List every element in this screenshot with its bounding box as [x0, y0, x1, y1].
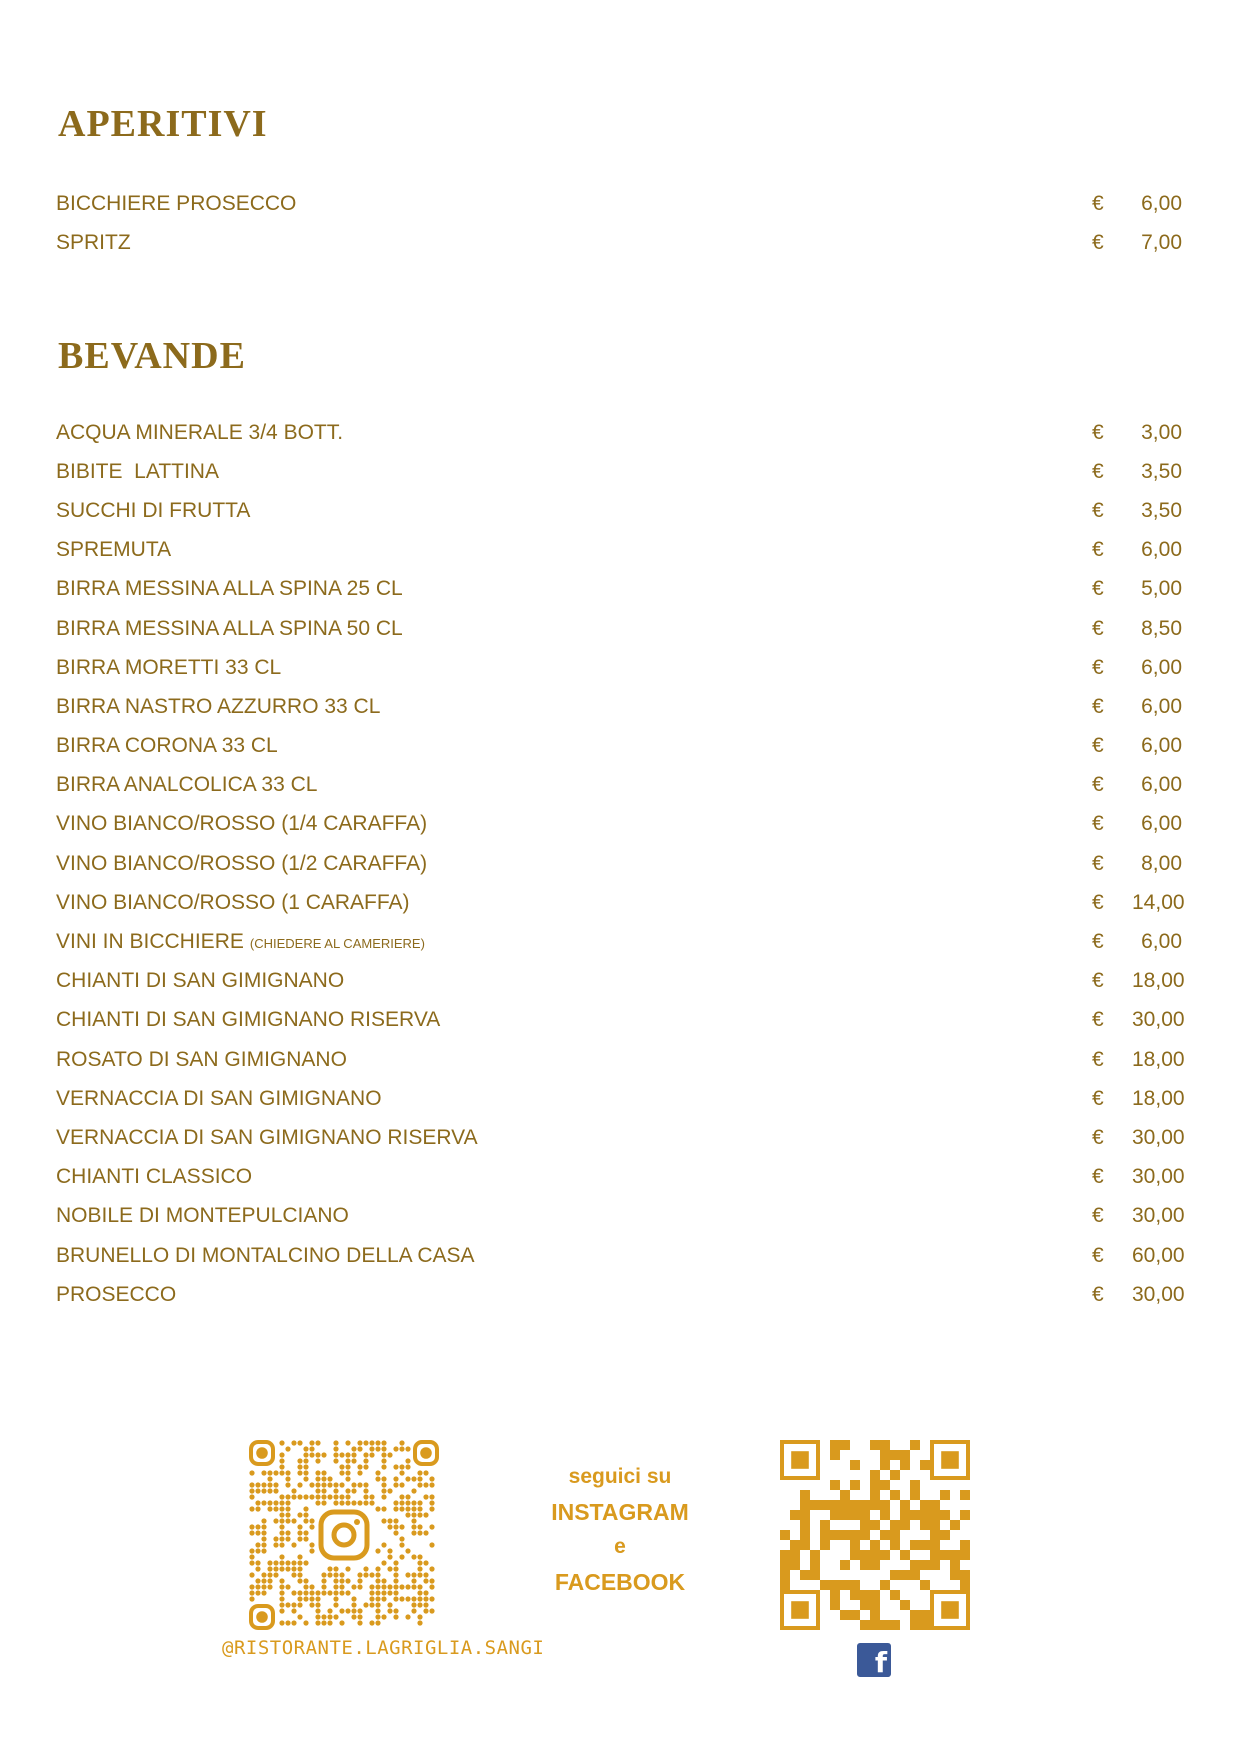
menu-item-price: 30,00 [1132, 1165, 1185, 1189]
menu-item-row [56, 1197, 1185, 1236]
menu-item-name [56, 1008, 1092, 1032]
menu-item-name-text: BIRRA NASTRO AZZURRO 33 CL [56, 694, 381, 718]
menu-item-price: 30,00 [1132, 1008, 1185, 1032]
menu-item-currency: € [1092, 1282, 1104, 1306]
menu-item-name [56, 1204, 1092, 1228]
menu-item-row [56, 962, 1185, 1001]
menu-item-name [56, 1048, 1092, 1072]
menu-item-name [56, 930, 1092, 954]
menu-item-price: 6,00 [1141, 191, 1182, 215]
menu-item-row [56, 1158, 1185, 1197]
section-title-aperitivi: APERITIVI [58, 103, 268, 145]
menu-item-price: 5,00 [1141, 577, 1182, 601]
menu-item-price: 3,00 [1141, 420, 1182, 444]
menu-item-row [56, 1236, 1185, 1275]
menu-item-currency: € [1092, 577, 1104, 601]
menu-item-name-text: SPREMUTA [56, 538, 172, 562]
menu-item-name-text: BIBITE LATTINA [56, 459, 219, 483]
menu-item-currency: € [1092, 1165, 1104, 1189]
menu-item-name-text: BIRRA ANALCOLICA 33 CL [56, 773, 318, 797]
menu-item-name-text: VINO BIANCO/ROSSO (1 CARAFFA) [56, 890, 410, 914]
menu-item-price: 30,00 [1132, 1282, 1185, 1306]
menu-item-currency: € [1092, 734, 1104, 758]
menu-item-row [56, 609, 1182, 648]
menu-item-name-text: BIRRA MORETTI 33 CL [56, 655, 282, 679]
menu-item-row [56, 648, 1182, 687]
instagram-handle: @RISTORANTE.LAGRIGLIA.SANGI [222, 1637, 545, 1659]
facebook-qr-code-icon[interactable] [780, 1440, 970, 1630]
menu-item-name [56, 1244, 1092, 1268]
menu-item-name-text: NOBILE DI MONTEPULCIANO [56, 1204, 349, 1228]
menu-item-price: 6,00 [1141, 930, 1182, 954]
menu-item-name-text: VINO BIANCO/ROSSO (1/4 CARAFFA) [56, 812, 428, 836]
menu-item-row [56, 687, 1182, 726]
menu-item-row [56, 570, 1182, 609]
menu-item-row [56, 1001, 1185, 1040]
menu-item-row [56, 223, 1182, 262]
menu-item-name [56, 656, 1092, 680]
menu-item-name-text: VERNACCIA DI SAN GIMIGNANO [56, 1086, 382, 1110]
menu-item-name-text: VINI IN BICCHIERE [56, 930, 244, 954]
menu-item-name [56, 577, 1092, 601]
menu-item-row [56, 1118, 1185, 1157]
social-footer [0, 1430, 1241, 1690]
menu-item-price: 6,00 [1141, 538, 1182, 562]
menu-item-name [56, 773, 1092, 797]
follow-line-and: e [614, 1535, 626, 1558]
menu-item-name [56, 499, 1092, 523]
menu-item-name [56, 192, 1092, 216]
menu-item-currency: € [1092, 538, 1104, 562]
menu-item-name [56, 969, 1092, 993]
menu-item-row [56, 844, 1182, 883]
menu-item-name [56, 734, 1092, 758]
menu-item-name [56, 1165, 1092, 1189]
menu-item-name-text: SPRITZ [56, 230, 131, 254]
menu-item-name-text: ACQUA MINERALE 3/4 BOTT. [56, 420, 344, 444]
menu-item-price: 18,00 [1132, 969, 1185, 993]
menu-item-name [56, 812, 1092, 836]
menu-item-name [56, 852, 1092, 876]
menu-item-name-text: CHIANTI CLASSICO [56, 1165, 253, 1189]
menu-item-name-text: ROSATO DI SAN GIMIGNANO [56, 1047, 347, 1071]
menu-item-price: 7,00 [1141, 230, 1182, 254]
menu-item-row [56, 1079, 1185, 1118]
menu-item-currency: € [1092, 1008, 1104, 1032]
menu-item-currency: € [1092, 694, 1104, 718]
menu-item-currency: € [1092, 191, 1104, 215]
menu-item-price: 18,00 [1132, 1086, 1185, 1110]
menu-item-currency: € [1092, 498, 1104, 522]
menu-item-row [56, 531, 1182, 570]
menu-item-name-text: BIRRA MESSINA ALLA SPINA 50 CL [56, 616, 403, 640]
menu-item-name-text: CHIANTI DI SAN GIMIGNANO [56, 969, 345, 993]
menu-item-row [56, 1275, 1185, 1314]
menu-item-name [56, 891, 1092, 915]
follow-line-facebook: FACEBOOK [554, 1569, 686, 1595]
menu-item-name [56, 421, 1092, 445]
menu-item-row [56, 922, 1182, 961]
menu-item-currency: € [1092, 969, 1104, 993]
menu-item-currency: € [1092, 851, 1104, 875]
menu-item-currency: € [1092, 1125, 1104, 1149]
menu-item-price: 3,50 [1141, 498, 1182, 522]
facebook-icon[interactable]: f [857, 1643, 891, 1677]
menu-item-row [56, 766, 1182, 805]
menu-item-name-text: PROSECCO [56, 1282, 177, 1306]
menu-item-currency: € [1092, 616, 1104, 640]
menu-item-currency: € [1092, 1204, 1104, 1228]
menu-item-name-text: SUCCHI DI FRUTTA [56, 498, 251, 522]
menu-item-price: 18,00 [1132, 1047, 1185, 1071]
menu-item-price: 8,50 [1141, 616, 1182, 640]
menu-item-currency: € [1092, 420, 1104, 444]
menu-item-name-text: VERNACCIA DI SAN GIMIGNANO RISERVA [56, 1125, 478, 1149]
menu-item-name [56, 538, 1092, 562]
menu-item-name-text: BRUNELLO DI MONTALCINO DELLA CASA [56, 1243, 475, 1267]
menu-item-price: 14,00 [1132, 890, 1185, 914]
menu-item-currency: € [1092, 459, 1104, 483]
aperitivi-list [56, 184, 1182, 262]
menu-item-currency: € [1092, 1086, 1104, 1110]
menu-item-name [56, 695, 1092, 719]
bevande-list [56, 413, 1185, 1314]
menu-item-row [56, 452, 1182, 491]
menu-item-row [56, 805, 1182, 844]
menu-item-name [56, 1126, 1092, 1150]
menu-item-currency: € [1092, 812, 1104, 836]
menu-item-name-text: BIRRA CORONA 33 CL [56, 734, 278, 758]
menu-item-note: (CHIEDERE AL CAMERIERE) [249, 936, 425, 952]
menu-item-currency: € [1092, 930, 1104, 954]
menu-item-price: 30,00 [1132, 1204, 1185, 1228]
menu-item-row [56, 184, 1182, 223]
menu-item-name [56, 1283, 1092, 1307]
menu-item-currency: € [1092, 230, 1104, 254]
menu-item-name-text: BIRRA MESSINA ALLA SPINA 25 CL [56, 577, 403, 601]
menu-item-name-text: VINO BIANCO/ROSSO (1/2 CARAFFA) [56, 851, 428, 875]
instagram-qr-code-icon[interactable] [249, 1440, 439, 1630]
follow-line-1: seguici su [568, 1465, 672, 1488]
menu-item-name [56, 231, 1092, 255]
menu-item-price: 6,00 [1141, 734, 1182, 758]
follow-us-text [520, 1460, 720, 1600]
menu-item-name-text: BICCHIERE PROSECCO [56, 191, 297, 215]
menu-item-row [56, 883, 1185, 922]
menu-item-row [56, 491, 1182, 530]
menu-item-price: 3,50 [1141, 459, 1182, 483]
menu-item-price: 6,00 [1141, 773, 1182, 797]
menu-item-price: 30,00 [1132, 1125, 1185, 1149]
menu-item-currency: € [1092, 890, 1104, 914]
menu-item-price: 6,00 [1141, 694, 1182, 718]
menu-item-currency: € [1092, 1047, 1104, 1071]
menu-item-price: 8,00 [1141, 851, 1182, 875]
menu-item-row [56, 727, 1182, 766]
menu-item-name-text: CHIANTI DI SAN GIMIGNANO RISERVA [56, 1008, 441, 1032]
menu-item-price: 6,00 [1141, 812, 1182, 836]
menu-item-name [56, 460, 1092, 484]
menu-item-currency: € [1092, 1243, 1104, 1267]
follow-line-instagram: INSTAGRAM [551, 1499, 689, 1525]
menu-item-currency: € [1092, 773, 1104, 797]
menu-item-price: 6,00 [1141, 655, 1182, 679]
menu-item-row [56, 1040, 1185, 1079]
menu-item-name [56, 617, 1092, 641]
menu-item-row [56, 413, 1182, 452]
menu-item-name [56, 1087, 1092, 1111]
section-title-bevande: BEVANDE [58, 335, 246, 377]
menu-item-currency: € [1092, 655, 1104, 679]
menu-item-price: 60,00 [1132, 1243, 1185, 1267]
